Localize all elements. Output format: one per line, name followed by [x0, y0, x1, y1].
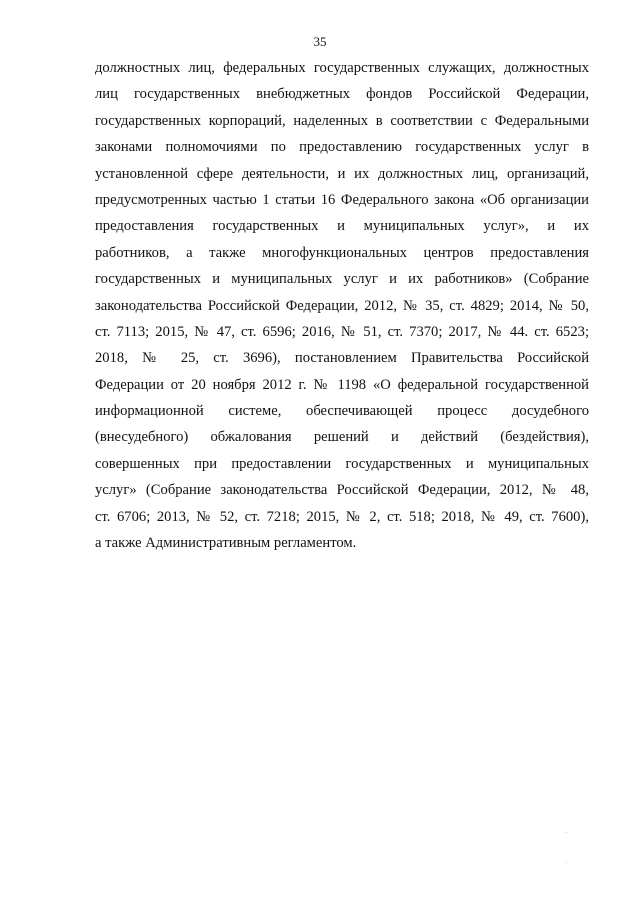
text-line: должностных лиц, федеральных государственных служащих, должностных: [95, 60, 589, 76]
text-line: 2018, № 25, ст. 3696), постановлением Правительства Российской: [95, 350, 589, 367]
text-line: ст. 6706; 2013, № 52, ст. 7218; 2015, № 2, ст. 518; 2018, № 49, ст. 7600),: [95, 508, 589, 525]
text-line: законодательства Российской Федерации, 2012, № 35, ст. 4829; 2014, № 50,: [95, 297, 589, 314]
text-line: (внесудебного) обжалования решений и действий (бездействия),: [95, 429, 589, 446]
text-line: информационной системе, обеспечивающей процесс досудебного: [95, 403, 589, 420]
text-line-last: а также Административным регламентом.: [95, 535, 357, 552]
text-line: предоставления государственных и муниципальных услуг», и их: [95, 218, 589, 235]
text-line: работников, а также многофункциональных центров предоставления: [95, 244, 589, 261]
text-line: услуг» (Собрание законодательства Российской Федерации, 2012, № 48,: [95, 482, 589, 499]
text-line: государственных и муниципальных услуг и их работников» (Собрание: [95, 271, 589, 288]
text-line: установленной сфере деятельности, и их должностных лиц, организаций,: [95, 165, 589, 182]
page-number: 35: [313, 34, 327, 49]
text-line: государственных корпораций, наделенных в соответствии с Федеральными: [95, 112, 589, 129]
text-line: предусмотренных частью 1 статьи 16 Федерального закона «Об организации: [95, 191, 589, 208]
body-paragraph: [95, 55, 589, 556]
text-line: лиц государственных внебюджетных фондов Российской Федерации,: [95, 86, 589, 103]
text-line: ст. 7113; 2015, № 47, ст. 6596; 2016, № 51, ст. 7370; 2017, № 44. ст. 6523;: [95, 323, 589, 340]
scan-speck: [566, 832, 567, 833]
text-line: совершенных при предоставлении государственных и муниципальных: [95, 455, 589, 472]
text-line: законами полномочиями по предоставлению государственных услуг в: [95, 139, 589, 156]
scan-speck: [566, 862, 567, 863]
text-line: Федерации от 20 ноября 2012 г. № 1198 «О федеральной государственной: [95, 376, 589, 393]
